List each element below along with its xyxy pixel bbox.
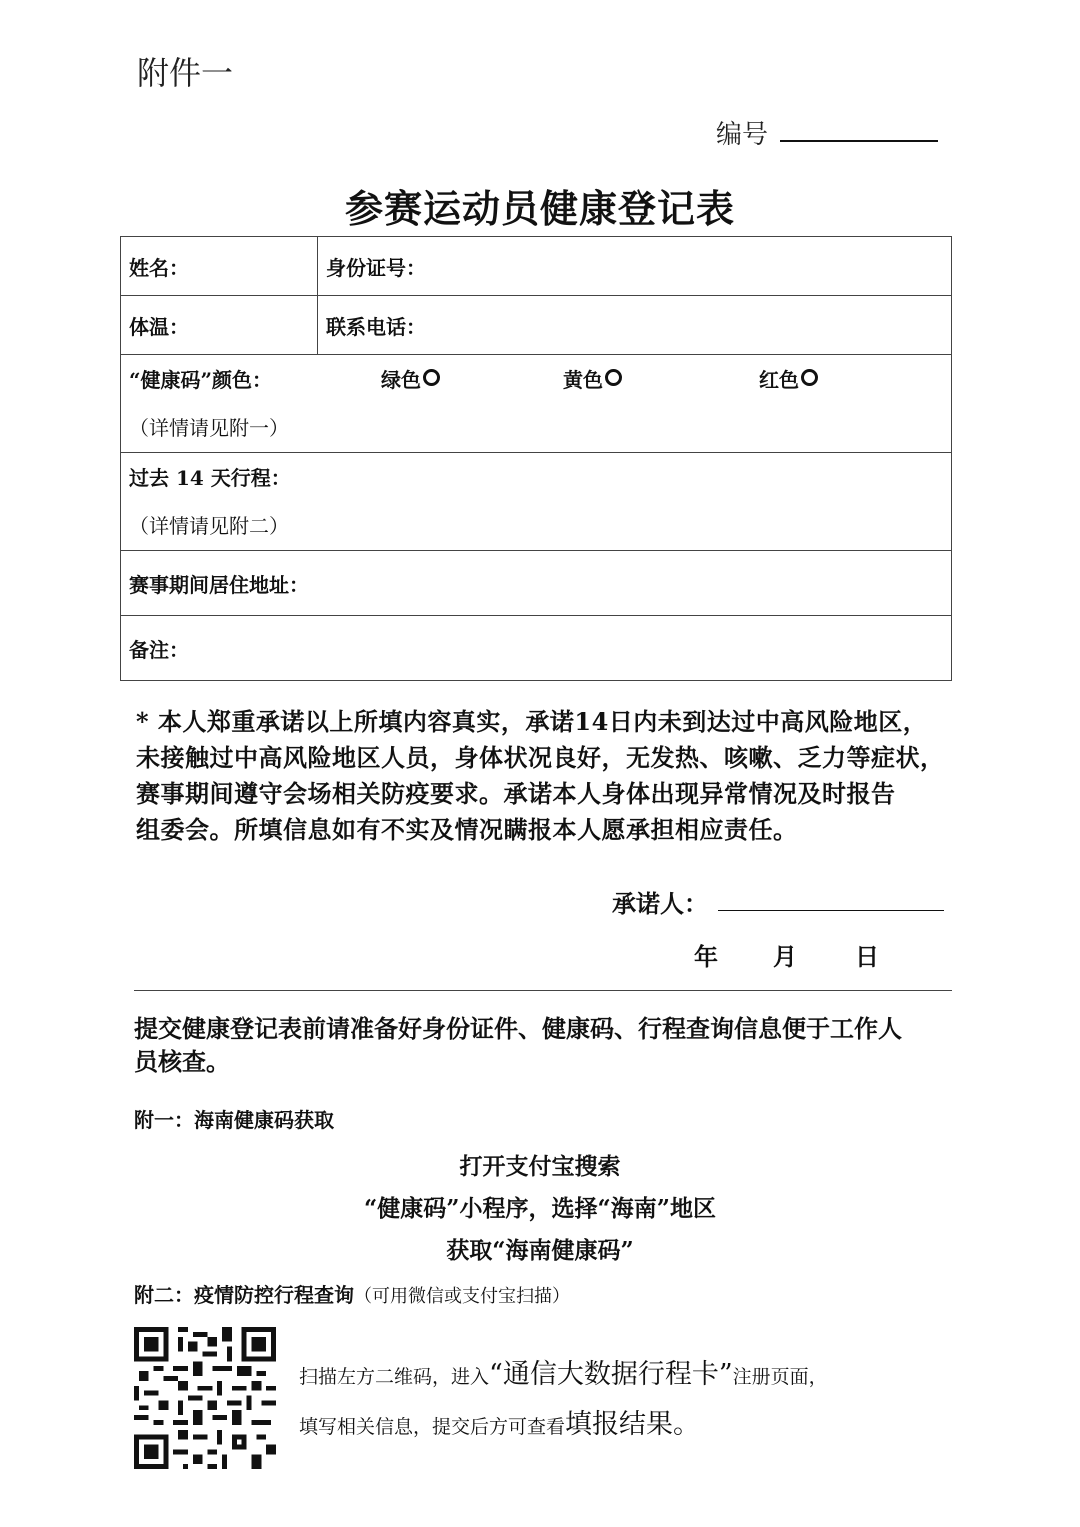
qr-text-part: 注册页面， [732,1366,828,1388]
pledge-text [136,704,956,848]
signature-line[interactable] [718,910,944,911]
temp-cell[interactable] [121,296,318,355]
appendix1-line: 获取“海南健康码” [446,1237,634,1264]
date-month-label: 月 [773,942,797,971]
pledge-line: 未接触过中高风险地区人员，身体状况良好，无发热、咳嗽、乏力等症状， [136,743,945,772]
form-title: 参赛运动员健康登记表 [344,186,735,231]
notice-line: 员核查。 [134,1047,230,1076]
remark-label: 备注： [129,637,189,662]
registration-table [120,236,952,681]
notice-line: 提交健康登记表前请准备好身份证件、健康码、行程查询信息便于工作人 [134,1014,902,1043]
health-code-note: （详情请见附一） [129,415,289,440]
qr-text-highlight: 填报结果。 [565,1409,701,1440]
pledge-line: * 本人郑重承诺以上所填内容真实，承诺14日内未到达过中高风险地区， [136,707,928,736]
section-divider [134,990,952,991]
qr-instruction-line1 [299,1352,828,1391]
temp-label: 体温： [129,314,189,339]
phone-cell[interactable] [318,296,952,355]
number-blank-line [780,140,938,142]
radio-circle-icon[interactable] [801,369,818,386]
qr-code-icon[interactable] [134,1327,276,1469]
date-year-label: 年 [694,942,718,971]
option-green[interactable] [381,356,440,404]
qr-instruction-line2 [299,1402,700,1441]
pledge-line: 赛事期间遵守会场相关防疫要求。承诺本人身体出现异常情况及时报告 [136,779,896,808]
appendix1-title: 附一：海南健康码获取 [134,1108,334,1132]
name-label: 姓名： [129,255,189,280]
appendix1-line: “健康码”小程序，选择“海南”地区 [364,1195,716,1222]
attachment-label: 附件一 [137,54,234,92]
radio-circle-icon[interactable] [423,369,440,386]
option-yellow-label: 黄色 [563,367,603,392]
option-yellow[interactable] [563,356,622,404]
id-cell[interactable] [318,237,952,296]
id-label: 身份证号： [326,255,426,280]
appendix2-title: 附二：疫情防控行程查询 [134,1283,354,1307]
trip-note: （详情请见附二） [129,513,289,538]
qr-text-highlight: “通信大数据行程卡” [489,1359,733,1390]
address-cell[interactable] [121,551,952,616]
signer-label: 承诺人： [612,889,708,918]
health-code-cell [121,355,952,453]
radio-circle-icon[interactable] [605,369,622,386]
notice-text [134,1012,964,1078]
pledge-line: 组委会。所填信息如有不实及情况瞒报本人愿承担相应责任。 [136,815,798,844]
health-code-label: “健康码”颜色： [129,367,273,392]
date-day-label: 日 [855,942,879,971]
trip-label: 过去 14 天行程： [129,465,291,490]
qr-text-part: 填写相关信息，提交后方可查看 [299,1416,566,1438]
option-red[interactable] [759,356,818,404]
number-label: 编号 [716,120,769,150]
address-label: 赛事期间居住地址： [129,572,309,597]
appendix2-note: （可用微信或支付宝扫描） [354,1286,570,1307]
qr-text-part: 扫描左方二维码，进入 [299,1366,490,1388]
trip-cell[interactable] [121,453,952,551]
name-cell[interactable] [121,237,318,296]
appendix1-line: 打开支付宝搜索 [459,1153,621,1180]
option-red-label: 红色 [759,367,799,392]
phone-label: 联系电话： [326,314,426,339]
remark-cell[interactable] [121,616,952,681]
appendix2-title-row [134,1279,570,1308]
option-green-label: 绿色 [381,367,421,392]
